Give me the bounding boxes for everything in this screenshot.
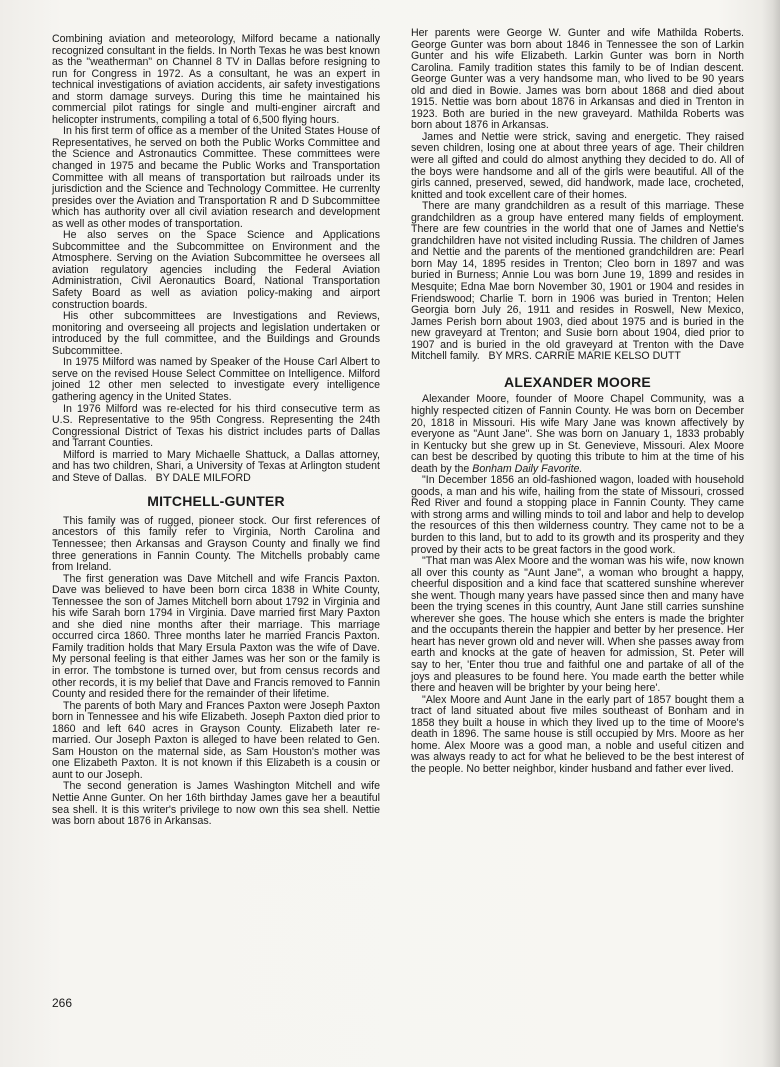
milford-paragraph: In 1976 Milford was re-elected for his third consecutive term as U.S. Representative to the 95th Congress. Representing the 24th Congressional District of Texas his district includes parts of Dallas and Tarrant Counties. bbox=[52, 402, 380, 450]
mitchell-gunter-paragraph: This family was of rugged, pioneer stock. Our first references of ancestors of this family refer to Virginia, North Carolina and Tennessee; then Arkansas and Grayson County and finally we find three generations in Fannin County. The Mitchells probably came from Ireland. bbox=[52, 514, 380, 574]
mitchell-gunter-paragraph: The second generation is James Washington Mitchell and wife Nettie Anne Gunter. On her 16th birthday James gave her a beautiful sea shell. It is this writer's privilege to now own this sea shell. Nettie was born about 1876 in Arkansas. bbox=[52, 780, 380, 828]
page-edge-shadow bbox=[762, 0, 780, 1067]
milford-paragraph: In his first term of office as a member of the United States House of Representatives, he served on both the Public Works Committee and the Science and Astronautics Committee. These committees were changed in 1975 and became the Public Works and Transportation Committee with all means of transportation but railroads under its jurisdiction and the Science and Technology Committee. He currenlty presides over the Aviation and Transportation R and D Subcommittee which has authority over all civil aviation research and development as well as other modes of transportation. bbox=[52, 125, 380, 230]
alexander-moore-intro-text: Alexander Moore, founder of Moore Chapel Community, was a highly respected citizen of Fannin County. He was born on December 20, 1818 in Missouri. His wife Mary Jane was known affectively by everyone as "Aunt Jane". She was born on January 1, 1833 probably in Kentucky but she grew up in St. Genevieve, Missouri. Alex Moore can best be described by quoting this tribute to him at the time of his death by the bbox=[411, 393, 744, 475]
alexander-moore-intro-paragraph bbox=[411, 394, 744, 475]
alexander-moore-paragraph: "Alex Moore and Aunt Jane in the early part of 1857 bought them a tract of land situated about five miles southeast of Bonham and in 1858 they built a house in which they lived up to the time of Moore's death in 1896. The same house is still occupied by Mrs. Moore as her home. Alex Moore was a good man, a noble and useful citizen and was always ready to act for what he believed to be the best interest of the people. No better neighbor, kinder husband and father ever lived. bbox=[411, 693, 744, 775]
milford-paragraph: He also serves on the Space Science and Applications Subcommittee and the Subcommittee on Environment and the Atmosphere. Serving on the Aviation Subcommittee he oversees all aviation regulatory agencies including the Federal Aviation Administration, Civil Aeronautics Board, National Transportation Safety Board as well as aviation policy-making and airport construction boards. bbox=[52, 229, 380, 311]
milford-paragraph: His other subcommittees are Investigations and Reviews, monitoring and overseeing all projects and legislation undertaken or introduced by the full committee, and the Buildings and Grounds Subcommittee. bbox=[52, 310, 380, 357]
mitchell-gunter-continued-paragraph: Her parents were George W. Gunter and wife Mathilda Roberts. George Gunter was born about 1846 in Tennessee the son of Larkin Gunter and his wife Elizabeth. Larkin Gunter was born in North Carolina. Family tradition states this family to be of Indian descent. George Gunter was a very handsome man, who lived to be 90 years old and died in Bowie. James was born about 1868 and died about 1915. Nettie was born about 1876 in Arkansas and died in Trenton in 1923. Both are buried in the new graveyard. Mathilda Roberts was born about 1876 in Arkansas. bbox=[411, 27, 744, 132]
mitchell-gunter-closing-text: There are many grandchildren as a result of this marriage. These grandchildren as a group have entered many fields of employment. There are few countries in the world that one of James and Nettie's grandchildren have not visited including Russia. The children of James and Nettie and the parents of the mentioned grandchildren are: Pearl born May 14, 1895 resides in Trenton; Cleo born in 1897 and was buried in Burness; Annie Lou was born June 19, 1899 and resides in Mesquite; Edna Mae born November 30, 1901 or 1904 and resides in Friendswood; Charlie T. born in 1906 was buried in Trenton; Helen Georgia born July 26, 1911 and resides in Roswell, New Mexico, James Perish born about 1903, died about 1975 and is buried in the new graveyard at Trenton; and Susie born about 1904, died prior to 1907 and is buried in the old graveyard at Trenton with the Dave Mitchell family. bbox=[411, 200, 744, 363]
alexander-moore-paragraph: "That man was Alex Moore and the woman was his wife, now known all over this county as "Aunt Jane", a woman who brought a happy, cheerful disposition and a kind face that scattered sunshine wherever she went. Though many years have passed since then and many have been the trying scenes in this country, Aunt Jane still carries sunshine wherever she goes. The house which she enters is made the brighter and the occupants therein the happier and better by her presence. Her heart has never grown old and never will. When she passes away from earth and knocks at the gate of heaven for admission, St. Peter will say to her, 'Enter thou true and faithful one and partake of all of the joys and pleasures to be found here. You made earth the better while there and heaven will be brighter by your being here'. bbox=[411, 555, 744, 695]
mitchell-gunter-paragraph: The parents of both Mary and Frances Paxton were Joseph Paxton born in Tennessee and his wife Elizabeth. Joseph Paxton died prior to 1860 and left 640 acres in Grayson County. Elizabeth later re-married. Our Joseph Paxton is alleged to have been related to Gen. Sam Houston on the maternal side, as Sam Houston's mother was one Elizabeth Paxton. It is not known if this Elizabeth is a cousin or aunt to our Joseph. bbox=[52, 699, 380, 781]
mitchell-gunter-heading: MITCHELL-GUNTER bbox=[147, 493, 285, 510]
milford-closing-text: Milford is married to Mary Michaelle Shattuck, a Dallas attorney, and has two children, Shari, a University of Texas at Arlington student and Steve of Dallas. bbox=[52, 448, 380, 484]
right-column bbox=[411, 28, 744, 775]
milford-byline: BY DALE MILFORD bbox=[155, 471, 251, 484]
mitchell-gunter-continued-paragraph: James and Nettie were strick, saving and energetic. They raised seven children, losing one at about three years of age. Their children were all gifted and could do almost anything they decided to do. All of the boys were handsome and all of the girls were beautiful. All of the girls canned, preserved, sewed, did handwork, made lace, crocheted, knitted and took excellent care of their homes. bbox=[411, 130, 744, 201]
alexander-moore-source: Bonham Daily Favorite. bbox=[472, 462, 583, 475]
milford-closing-paragraph bbox=[52, 450, 380, 485]
mitchell-gunter-paragraph: The first generation was Dave Mitchell and wife Francis Paxton. Dave was believed to have been born circa 1838 in White County, Tennessee the son of James Mitchell born about 1792 in Virginia and his wife Sarah born 1794 in Virginia. Dave married first Mary Paxton and she died nine months after their marriage. This marriage occurred circa 1860. Three months later he married Francis Paxton. Family tradition holds that Mary Ersula Paxton was the wife of Dave. My personal feeling is that either James was her son or the family is in error. The tombstone is turned over, but from census records and other records, it is my belief that Dave and Francis removed to Fannin County and resided there for the remainder of their lifetime. bbox=[52, 572, 380, 701]
alexander-moore-heading: ALEXANDER MOORE bbox=[504, 373, 651, 390]
mitchell-gunter-closing-paragraph bbox=[411, 201, 744, 363]
milford-paragraph: In 1975 Milford was named by Speaker of the House Carl Albert to serve on the revised House Select Committee on Intelligence. Milford joined 12 other men selected to investigate every intelligence gathering agency in the United States. bbox=[52, 356, 380, 403]
milford-paragraph: Combining aviation and meteorology, Milford became a nationally recognized consultant in the fields. In North Texas he was best known as the "weatherman" on Channel 8 TV in Dallas before resigning to run for Congress in 1972. As a consultant, he was an expert in technical investigations of aviation accidents, air safety investigations and storm damage surveys. During this time he maintained his commercial pilot ratings for single and multi-enginer aircraft and helicopter instruments, compiling a total of 6,500 flying hours. bbox=[52, 33, 380, 126]
mitchell-gunter-byline: BY MRS. CARRIE MARIE KELSO DUTT bbox=[488, 350, 681, 363]
alexander-moore-paragraph: "In December 1856 an old-fashioned wagon, loaded with household goods, a man and his wife, hailing from the state of Missouri, crossed Red River and found a stopping place in Fannin County. They came with strong arms and willing minds to toil and labor and help to develop the resources of this then wilderness country. They came not to be a burden to this land, but to add to its growth and its prosperity and they proved by their acts to be great factors in the good work. bbox=[411, 474, 744, 556]
left-column bbox=[52, 34, 380, 828]
page-number: 266 bbox=[52, 996, 73, 1010]
